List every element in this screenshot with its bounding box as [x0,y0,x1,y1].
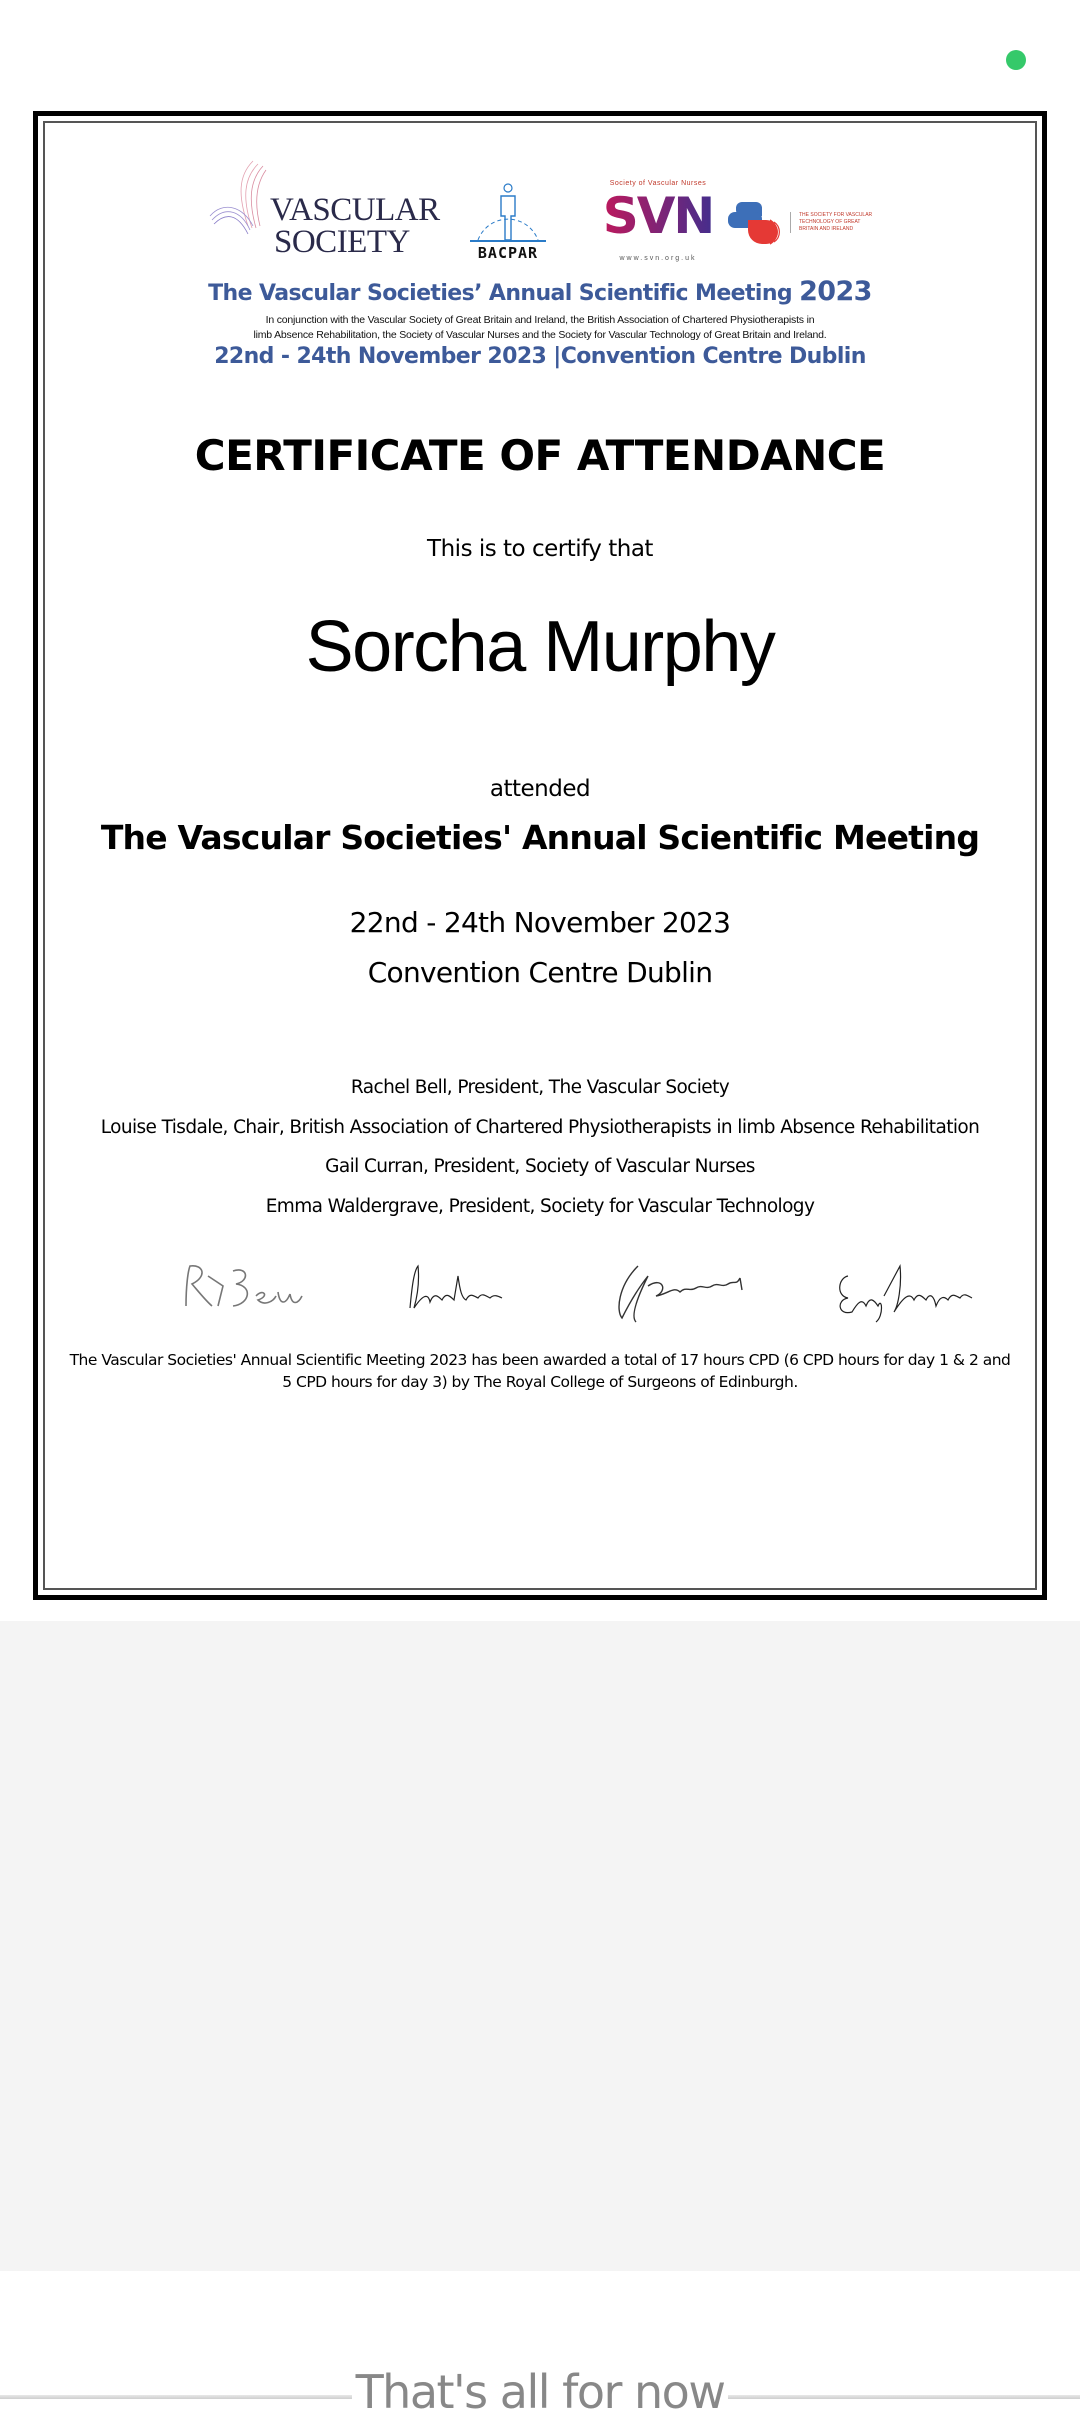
svn-org-name: Society of Vascular Nurses [609,180,707,187]
banner-dates-venue: 22nd - 24th November 2023 |Convention Centre Dublin [214,344,866,369]
bacpar-logo [458,182,558,262]
banner-subtitle-line1: In conjunction with the Vascular Society of Great Britain and Ireland, the British Association of Chartered Physiotherapists in [265,314,815,326]
attended-text: attended [489,776,591,802]
sponsor-logos [38,156,1042,276]
signatory-item: Rachel Bell, President, The Vascular Society [350,1077,730,1098]
svt-logo [728,198,888,258]
svt-wordmark: THE SOCIETY FOR VASCULAR TECHNOLOGY OF GREAT BRITAIN AND IRELAND [790,212,879,233]
signatory-item: Louise Tisdale, Chair, British Association of Chartered Physiotherapists in limb Absence Rehabilitation [100,1116,980,1138]
signatory-list [38,1076,1042,1234]
banner-title-text: The Vascular Societies’ Annual Scientific Meeting [208,281,793,306]
signature-emma-waldergrave [828,1256,978,1326]
svn-logo [598,180,718,262]
certificate-heading: CERTIFICATE OF ATTENDANCE [194,431,886,480]
status-indicator-dot [1006,50,1026,70]
svt-heart-cross-icon [728,198,784,254]
signature-gail-curran [608,1256,758,1326]
signatory-item: Emma Waldergrave, President, Society for Vascular Technology [265,1195,815,1217]
vascular-society-wordmark [270,194,440,258]
event-name: The Vascular Societies' Annual Scientific Meeting [100,818,980,857]
attendee-name: Sorcha Murphy [305,607,775,687]
banner-subtitle-line2: limb Absence Rehabilitation, the Society of Vascular Nurses and the Society for Vascular Technology of Great Britain and Ireland. [253,329,827,341]
svn-wordmark: SVN [598,188,718,244]
event-venue: Convention Centre Dublin [367,956,713,989]
banner-title [38,276,1042,307]
viewer-background-band [0,1621,1080,2271]
event-dates: 22nd - 24th November 2023 [349,906,731,939]
signature-louise-tisdale [398,1256,508,1316]
vascular-society-logo [208,156,438,266]
end-of-content-message [0,2365,1080,2419]
bacpar-figure-icon [458,182,558,244]
bacpar-wordmark: BACPAR [477,244,539,262]
certify-text: This is to certify that [427,536,653,562]
certificate-frame [33,111,1047,1600]
end-message-text: That's all for now [352,2365,729,2419]
signatures-row [38,1256,1042,1336]
cpd-note: The Vascular Societies' Annual Scientific Meeting 2023 has been awarded a total of 17 hours CPD (6 CPD hours for day 1 & 2 and 5 CPD hours for day 3) by The Royal College of Surgeons of Edinburgh. [69,1351,1011,1391]
banner-subtitle [38,313,1042,343]
svn-url: www.svn.org.uk [619,255,697,262]
vs-wordmark-line1: VASCULAR [270,192,440,228]
banner-year: 2023 [799,276,872,307]
vs-wordmark-line2: SOCIETY [274,224,410,260]
signature-rachel-bell [178,1256,308,1316]
signatory-item: Gail Curran, President, Society of Vascular Nurses [325,1156,755,1177]
